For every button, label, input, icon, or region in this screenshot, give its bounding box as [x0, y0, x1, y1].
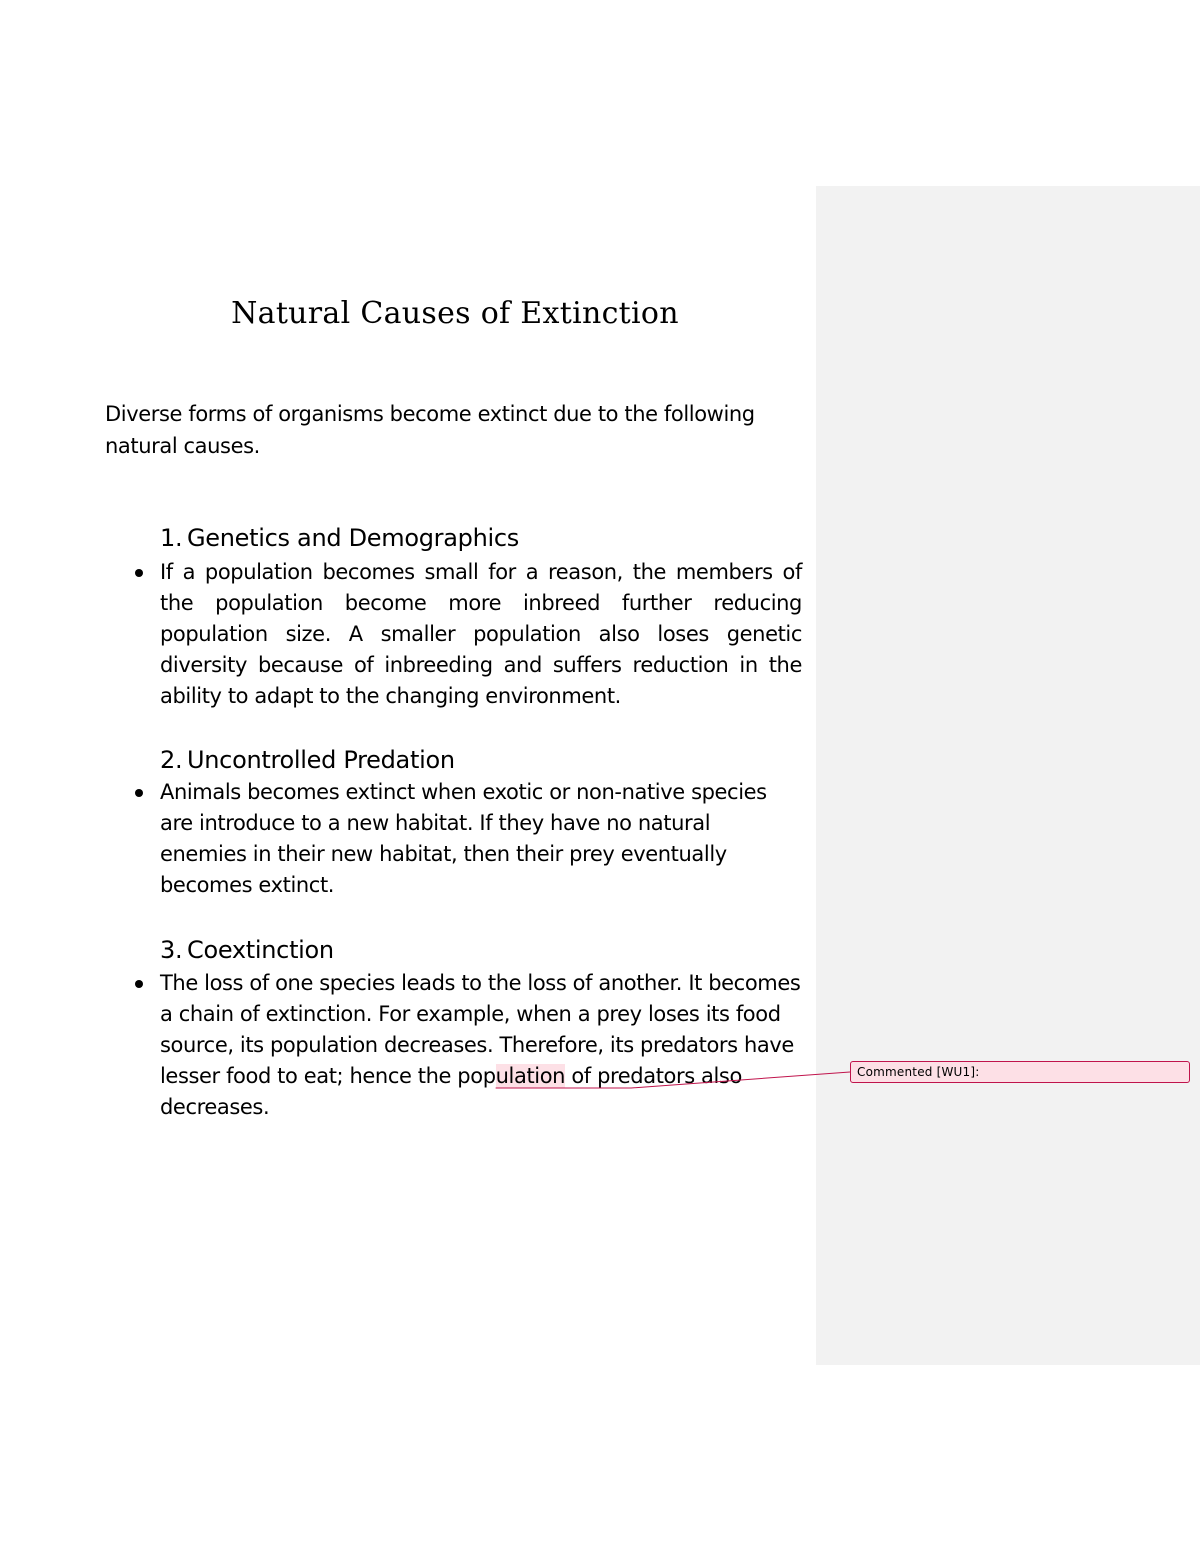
- comment-anchor-highlight[interactable]: ulation: [495, 1064, 566, 1088]
- intro-paragraph: Diverse forms of organisms become extinct due to the following natural causes.: [105, 402, 755, 458]
- bullet-icon: [135, 569, 143, 577]
- section-paragraph-genetics: If a population becomes small for a reason, the members of the population become more inbreed further reducing population size. A smaller population also loses genetic diversity because of inbreeding and suffers reduction in the ability to adapt to the changing environment.: [160, 560, 802, 708]
- comments-margin-pane: [816, 186, 1200, 1365]
- section-heading-genetics: [160, 522, 519, 554]
- section-number: 2.: [160, 746, 183, 774]
- bullet-icon: [135, 980, 143, 988]
- section-heading-coextinction: [160, 934, 334, 966]
- section-title: Uncontrolled Predation: [187, 746, 455, 774]
- section-title: Genetics and Demographics: [187, 524, 519, 552]
- section-paragraph-coextinction: [160, 968, 805, 1123]
- paragraph-text: The loss of one species leads to the loss of another. It becomes a chain of extinction. For example, when a prey loses its food source, its population decreases. Therefore, its predators have lesser food to eat; hence the pop: [160, 971, 801, 1088]
- section-number: 1.: [160, 524, 183, 552]
- comment-balloon[interactable]: Commented [WU1]:: [850, 1061, 1190, 1083]
- section-title: Coextinction: [187, 936, 334, 964]
- section-number: 3.: [160, 936, 183, 964]
- document-title: Natural Causes of Extinction: [231, 296, 679, 331]
- bullet-icon: [135, 789, 143, 797]
- section-heading-predation: [160, 744, 455, 776]
- section-paragraph-predation: Animals becomes extinct when exotic or non-native species are introduce to a new habitat. If they have no natural enemies in their new habitat, then their prey eventually becomes extinct.: [160, 780, 767, 897]
- paragraph-text: of predators also decreases.: [160, 1064, 742, 1119]
